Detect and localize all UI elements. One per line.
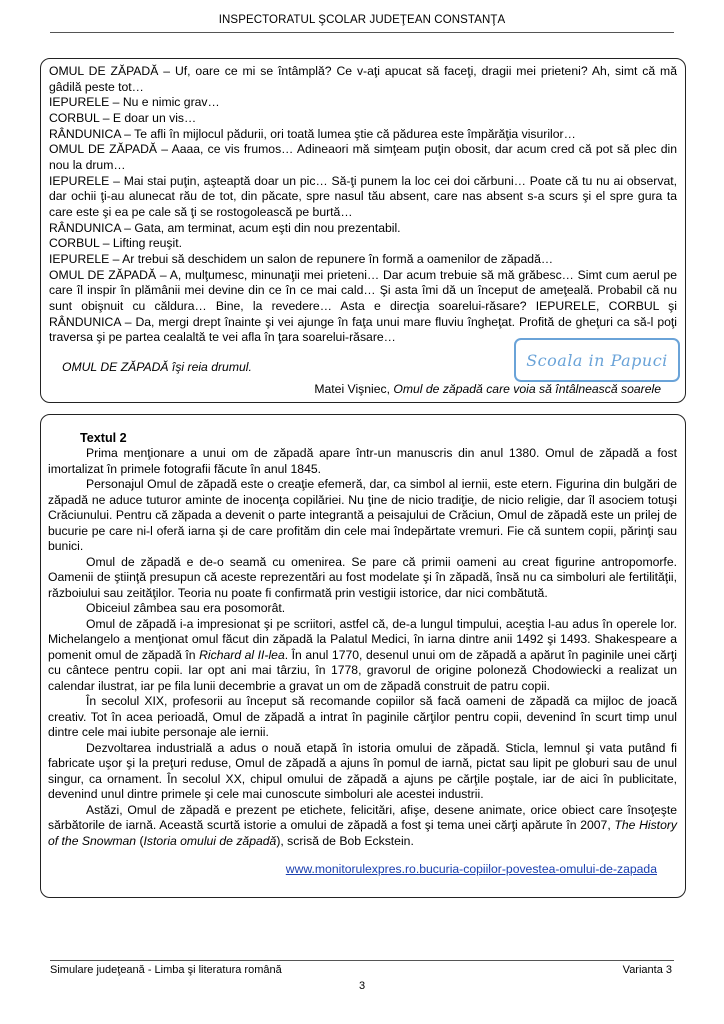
paragraph bbox=[48, 446, 677, 477]
italic-title: The History of the Snowman bbox=[48, 818, 677, 848]
paragraph-text: Prima menţionare a unui om de zăpadă apare într-un manuscris din anul 1380. Omul de zăpadă a fost imortalizat în primele fotografii făcute în anul 1845. bbox=[48, 446, 677, 476]
text2-title: Textul 2 bbox=[80, 431, 127, 445]
dialogue-line: OMUL DE ZĂPADĂ – Uf, oare ce mi se întâmplă? Ce v-aţi apucat să faceţi, dragii mei prieteni? Ah, simt că mă gâdilă peste tot… bbox=[49, 64, 677, 94]
paragraph bbox=[48, 477, 677, 555]
italic-title: Richard al II-lea bbox=[199, 647, 285, 662]
header-title: INSPECTORATUL ŞCOLAR JUDEŢEAN CONSTANŢA bbox=[218, 14, 506, 26]
paragraph-text: Personajul Omul de zăpadă este o creaţie efemeră, dar, ca simbol al iernii, este etern. Figurina din bulgări de zăpadă ne aduce tuturor aminte de inocenţa copilăriei. Nu ţine de nicio tradiţie, de nicio religie, dar îl asociem totuşi Crăciunului. Pentru că zăpada a devenit o parte integrantă a peisajului de Crăciun, Omul de zăpadă este un prilej de bucurie pe care ni-l oferă iarna şi de care profităm din cele mai îndepărtate vremuri. Fie că suntem copii, părinţi sau bunici. bbox=[48, 477, 677, 553]
dialogue-line: OMUL DE ZĂPADĂ – Aaaa, ce vis frumos… Adineaori mă simţeam puţin obosit, dar acum cred că pot să plec din nou la drum… bbox=[49, 142, 677, 172]
header-divider bbox=[50, 32, 674, 33]
paragraph-text: ( bbox=[136, 833, 144, 848]
paragraph bbox=[48, 741, 677, 803]
paragraph-text: În secolul XIX, profesorii au început să recomande copiilor să facă oameni de zăpadă ca mijloc de joacă creativ. Tot în acea perioadă, Omul de zăpadă a intrat în paginile cărţilor pentru copii, devenind în scurt timp unul dintre cele mai iubite personaje ale iernii. bbox=[48, 694, 677, 739]
italic-title: Istoria omului de zăpadă bbox=[143, 833, 277, 848]
author-name: Matei Vişniec, bbox=[314, 381, 394, 396]
dialogue-line: RÂNDUNICA – Gata, am terminat, acum eşti din nou prezentabil. bbox=[49, 220, 401, 235]
text2-body bbox=[48, 446, 677, 849]
stage-direction: OMUL DE ZĂPADĂ îşi reia drumul. bbox=[62, 359, 252, 374]
text2-box bbox=[40, 414, 686, 898]
paragraph-text: ), scrisă de Bob Eckstein. bbox=[276, 833, 414, 848]
dialogue-line: IEPURELE – Nu e nimic grav… bbox=[49, 95, 220, 110]
dialogue-line: OMUL DE ZĂPADĂ – A, mulţumesc, minunaţii mei prieteni… Dar acum trebuie să mă grăbesc… Simt cum aerul pe care îl inspir în plămânii mei devine din ce în ce mai cald… Şi asta îmi dă un început de ameţeală. Probabil că nu sunt obişnuit cu căldura… Bine, la revedere… Asta e direcţia soarelui-răsare? IEPURELE, CORBUL şi RÂNDUNICA – Da, mergi drept înainte şi vei ajunge în faţa unui mare fluviu îngheţat. Profită de gheţuri ca să-l poţi traversa şi pe partea cealaltă te vei afla în ţara soarelui-răsare… bbox=[49, 267, 677, 345]
paragraph bbox=[48, 803, 677, 850]
dialogue-line: CORBUL – Lifting reuşit. bbox=[49, 236, 182, 251]
footer-variant: Varianta 3 bbox=[622, 964, 672, 976]
dialogue-line: CORBUL – E doar un vis… bbox=[49, 110, 197, 125]
paragraph-text: Omul de zăpadă e de-o seamă cu omenirea. Se pare că primii oameni au creat figurine antropomorfe. Oamenii de ştiinţă presupun că aceste reprezentări au fost modelate şi în zăpadă, însă nu ca simboluri ale fertilităţii, războiului sau zeităţilor. Teoria nu poate fi confirmată prin vestigii istorice, dar nici combătută. bbox=[48, 554, 677, 600]
paragraph-text: Dezvoltarea industrială a adus o nouă etapă în istoria omului de zăpadă. Sticla, lemnul şi vata putând fi fabricate uşor şi la preţuri reduse, Omul de zăpadă a ajuns în pomul de iarnă, pictat sau lipit pe globuri sau de unul singur, ca ornament. În secolul XX, chipul omului de zăpadă a ajuns pe cărţile poştale, iar de aici în publicitate, devenind unul dintre primele şi cele mai cunoscute simboluri ale acestei industrii. bbox=[48, 740, 677, 801]
dialogue-line: IEPURELE – Ar trebui să deschidem un salon de repunere în formă a oamenilor de zăpadă… bbox=[49, 251, 554, 266]
paragraph-text: . În anul 1770, desenul unui om de zăpadă a apărut în paginile unei cărţi cu cântece pentru copii. Iar opt ani mai târziu, în 1778, gravorul de origine poloneză Chodowiecki a realizat un calendar ilustrat, iar pe fila lunii decembrie a gravat un om de zăpadă construit de patru copii. bbox=[48, 647, 677, 693]
footer-subject: Simulare judeţeană - Limba şi literatura română bbox=[50, 964, 282, 976]
paragraph-text: Obiceiul zâmbea sau era posomorât. bbox=[86, 601, 286, 615]
paragraph bbox=[48, 694, 677, 741]
paragraph bbox=[48, 555, 677, 602]
source-link-row bbox=[48, 862, 677, 876]
paragraph bbox=[48, 601, 677, 617]
dialogue-line: RÂNDUNICA – Te afli în mijlocul pădurii, ori toată lumea ştie că pădurea este împărăţia visurilor… bbox=[49, 126, 576, 141]
footer-divider bbox=[50, 960, 674, 961]
paragraph-text: Omul de zăpadă i-a impresionat şi pe scriitori, astfel că, de-a lungul timpului, aceştia l-au adus în operele lor. Michelangelo a menţionat omul făcut din zăpadă la Palatul Medici, în iarna dintre anii 1492 şi 1493. Shakespeare a pomenit omul de zăpadă în bbox=[48, 616, 677, 662]
dialogue-line: IEPURELE – Mai stai puţin, aşteaptă doar un pic… Să-ţi punem la loc cei doi cărbuni… Poate că tu nu ai observat, dar ochii ţi-au alunecat rău de tot, din păcate, spre nasul tău absent, care nas absent s-a scurs şi el spre gura ta care este şi ea pe cale să ţi se rostogolească pe burtă… bbox=[49, 173, 677, 219]
paragraph bbox=[48, 617, 677, 695]
source-link[interactable]: www.monitorulexpres.ro.bucuria-copiilor-povestea-omului-de-zapada bbox=[285, 862, 657, 876]
paragraph-text: Astăzi, Omul de zăpadă e prezent pe etichete, felicitări, afişe, desene animate, orice obiect care însoţeşte sărbătorile de iarnă. Această scurtă istorie a omului de zăpadă a fost şi tema unei cărţi apărute în 2007, bbox=[48, 802, 677, 832]
watermark-logo bbox=[514, 338, 680, 382]
source-citation bbox=[49, 382, 677, 396]
work-title: Omul de zăpadă care voia să întâlnească soarele bbox=[393, 381, 661, 396]
page-number: 3 bbox=[358, 980, 366, 992]
logo-text: Scoala in Papuci bbox=[526, 350, 668, 370]
